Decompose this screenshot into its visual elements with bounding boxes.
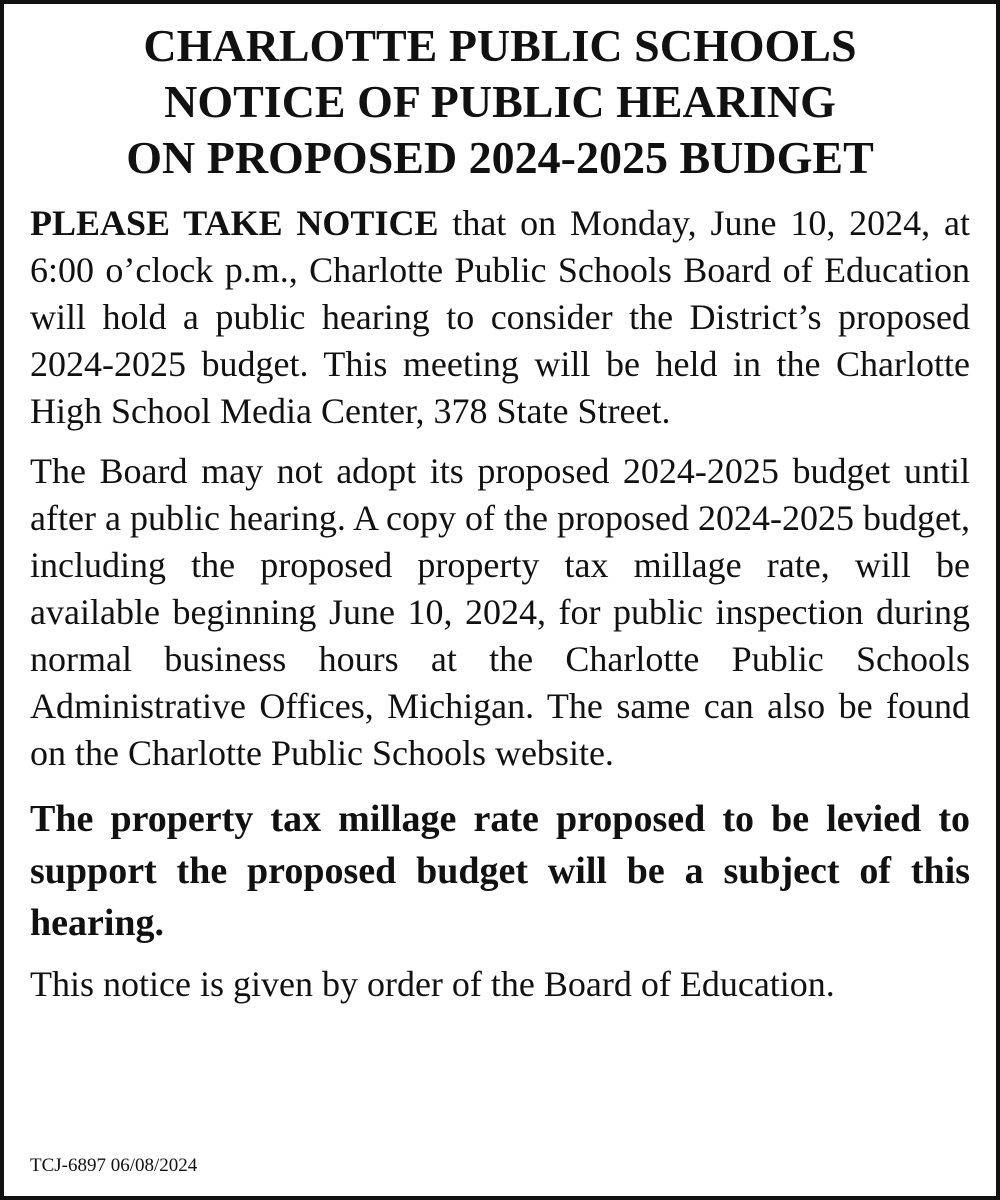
hearing-details-text: that on Monday, June 10, 2024, at 6:00 o’clock p.m., Charlotte Public Schools Board of Education will hold a public hearing to consider the District’s proposed 2024-2025 budget. This meeting will be held in the Charlotte High School Media Center, 378 State Street. [30, 203, 970, 431]
title-line-1: CHARLOTTE PUBLIC SCHOOLS [143, 20, 857, 71]
closing-statement: This notice is given by order of the Board of Education. [30, 964, 835, 1004]
title-line-2: NOTICE OF PUBLIC HEARING [164, 76, 836, 127]
notice-title [30, 18, 970, 186]
reference-code: TCJ-6897 06/08/2024 [30, 1155, 198, 1176]
millage-rate-paragraph: The property tax millage rate proposed to be levied to support the proposed budget will be a subject of this hearing. [30, 798, 970, 944]
notice-lead: PLEASE TAKE NOTICE [30, 203, 439, 243]
title-line-3: ON PROPOSED 2024-2025 BUDGET [126, 132, 874, 183]
budget-availability-paragraph: The Board may not adopt its proposed 2024-2025 budget until after a public hearing. A copy of the proposed 2024-2025 budget, including the proposed property tax millage rate, will be available beginning June 10, 2024, for public inspection during normal business hours at the Charlotte Public Schools Administrative Offices, Michigan. The same can also be found on the Charlotte Public Schools website. [30, 451, 970, 773]
hearing-details-paragraph [30, 200, 970, 435]
